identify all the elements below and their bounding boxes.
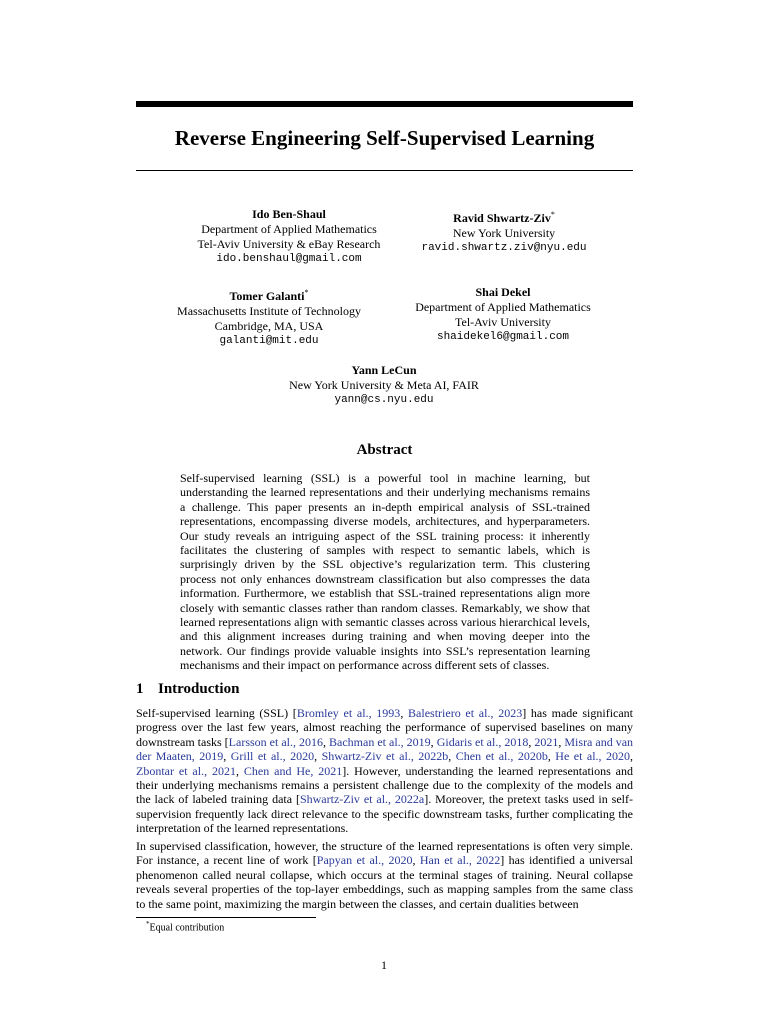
- author-email[interactable]: ido.benshaul@gmail.com: [216, 253, 362, 265]
- page-number: 1: [381, 958, 387, 972]
- abstract-text: Self-supervised learning (SSL) is a powerful tool in machine learning, but understanding the learned representations and their underlying mechanisms remains a challenge. This paper presents an in-depth empirical analysis of SSL-trained representations, encompassing diverse models, architectures, and hyperparameters. Our study reveals an intriguing aspect of the SSL training process: it inherently facilitates the clustering of samples with respect to semantic labels, which is surprisingly driven by the SSL objective’s regularization term. This clustering process not only enhances downstream classification but also compresses the data information. Furthermore, we establish that SSL-trained representations align more closely with semantic classes rather than random classes. Remarkably, we show that learned representations align with semantic classes across various hierarchical levels, and this alignment increases during training and when moving deeper into the network. Our findings provide valuable insights into SSL’s representation learning mechanisms and their impact on performance across different sets of classes.: [180, 471, 590, 673]
- equal-contribution-mark: *: [304, 288, 309, 297]
- author-block: [374, 207, 634, 256]
- author-email[interactable]: yann@cs.nyu.edu: [334, 394, 434, 406]
- author-email[interactable]: shaidekel6@gmail.com: [436, 331, 570, 343]
- citation-link[interactable]: Misra and van der Maaten, 2019: [136, 734, 634, 764]
- footnote-mark: *: [146, 920, 150, 928]
- citation-link[interactable]: Shwartz-Ziv et al., 2022a: [299, 792, 425, 807]
- citation-link[interactable]: Chen et al., 2020b: [455, 749, 548, 764]
- equal-contribution-mark: *: [550, 210, 555, 219]
- author-affiliation: New York University & Meta AI, FAIR: [289, 378, 479, 392]
- citation-link[interactable]: Bachman et al., 2019: [329, 734, 431, 749]
- author-block: [373, 285, 633, 345]
- author-name: Ido Ben-Shaul: [252, 207, 326, 221]
- citation-link[interactable]: Zbontar et al., 2021: [136, 763, 236, 778]
- citation-link[interactable]: Bromley et al., 1993: [296, 706, 401, 720]
- author-name: Ravid Shwartz-Ziv: [453, 211, 551, 225]
- citation-link[interactable]: He et al., 2020: [555, 749, 631, 764]
- citation-link[interactable]: Gidaris et al., 2018: [436, 734, 529, 749]
- paragraph: Self-supervised learning (SSL) [Bromley et al., 1993, Balestriero et al., 2023] has made significant progress over the last few years, almost reaching the performance of supervised baselines on many downstream tasks [Larsson et al., 2016, Bachman et al., 2019, Gidaris et al., 2018, 2021, Misra and van der Maaten, 2019, Grill et al., 2020, Shwartz-Ziv et al., 2022b, Chen et al., 2020b, He et al., 2020, Zbontar et al., 2021, Chen and He, 2021]. However, understanding the learned representations and their underlying mechanisms remains a persistent challenge due to the complexity of the models and the lack of labeled training data [Shwartz-Ziv et al., 2022a]. Moreover, the pretext tasks used in self-supervision frequently lack direct relevance to the specific downstream tasks, further complicating the interpretation of the learned representations.: [136, 706, 634, 836]
- author-name: Yann LeCun: [351, 363, 417, 377]
- author-email[interactable]: galanti@mit.edu: [219, 335, 319, 347]
- author-block: [254, 363, 514, 408]
- author-name: Tomer Galanti: [229, 289, 305, 303]
- author-affiliation: Tel-Aviv University: [455, 315, 551, 329]
- author-affiliation: Massachusetts Institute of Technology: [177, 304, 361, 318]
- title-bottom-rule: [136, 170, 633, 171]
- paper-title: Reverse Engineering Self-Supervised Learning: [174, 126, 595, 150]
- section-title: Introduction: [158, 681, 240, 697]
- citation-link[interactable]: Han et al., 2022: [419, 853, 501, 868]
- author-affiliation: Department of Applied Mathematics: [201, 222, 377, 236]
- paragraph: In supervised classification, however, the structure of the learned representations is often very simple. For instance, a recent line of work [Papyan et al., 2020, Han et al., 2022] has identified a universal phenomenon called neural collapse, which occurs at the terminal stages of training. Neural collapse reveals several properties of the top-layer embeddings, such as mapping samples from the same class to the same point, maximizing the margin between the classes, and certain dualities between: [136, 839, 633, 911]
- citation-link[interactable]: 2021: [534, 734, 559, 749]
- section-number: 1: [136, 681, 144, 697]
- author-affiliation: Department of Applied Mathematics: [415, 300, 591, 314]
- citation-link[interactable]: Larsson et al., 2016: [228, 734, 323, 749]
- author-affiliation: New York University: [452, 226, 556, 240]
- footnote: [146, 920, 224, 933]
- citation-link[interactable]: Chen and He, 2021: [243, 763, 343, 778]
- author-block: [139, 285, 399, 349]
- author-affiliation: Tel-Aviv University & eBay Research: [197, 237, 381, 251]
- footnote-text: Equal contribution: [149, 922, 225, 934]
- author-email[interactable]: ravid.shwartz.ziv@nyu.edu: [421, 242, 587, 254]
- author-name: Shai Dekel: [475, 285, 531, 299]
- author-affiliation: Cambridge, MA, USA: [214, 319, 324, 333]
- citation-link[interactable]: Balestriero et al., 2023: [408, 706, 523, 720]
- citation-link[interactable]: Grill et al., 2020: [230, 749, 315, 764]
- section-heading: [136, 681, 239, 698]
- abstract-heading: Abstract: [356, 442, 413, 458]
- citation-link[interactable]: Papyan et al., 2020: [316, 853, 413, 868]
- title-top-rule: [136, 101, 633, 107]
- citation-link[interactable]: Shwartz-Ziv et al., 2022b: [321, 749, 449, 764]
- footnote-rule: [136, 917, 316, 918]
